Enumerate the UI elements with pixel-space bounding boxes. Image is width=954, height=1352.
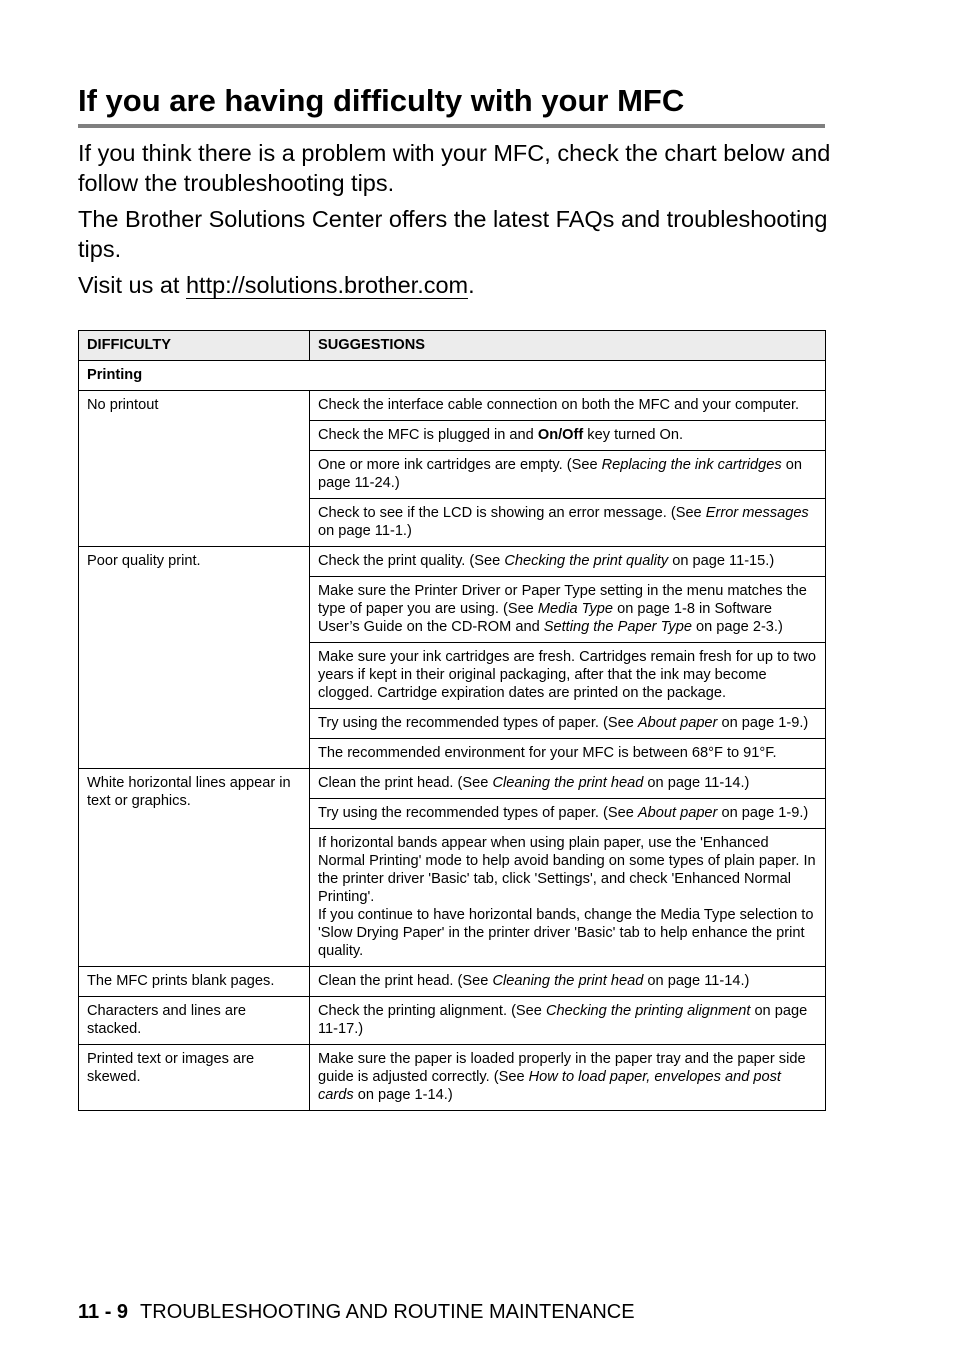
- troubleshooting-table: [78, 330, 826, 1111]
- suggestion-text: The recommended environment for your MFC is between 68°F to 91°F.: [318, 745, 777, 761]
- suggestion-text: on page 1-9.): [717, 805, 809, 821]
- intro-paragraph-3: [78, 270, 838, 300]
- suggestion-text: Clean the print head. (See: [318, 973, 493, 989]
- intro-text: [78, 138, 838, 306]
- reference-text: Replacing the ink cartridges: [601, 457, 782, 473]
- suggestion-cell: [310, 577, 826, 643]
- difficulty-cell: Printed text or images are skewed.: [79, 1045, 310, 1111]
- suggestion-cell: [310, 499, 826, 547]
- suggestion-cell: [310, 1045, 826, 1111]
- page-footer: [78, 1300, 635, 1324]
- table-row: [79, 547, 826, 577]
- suggestion-cell: [310, 421, 826, 451]
- suggestion-text: on page 1-8 in Software User’s Guide on the CD-ROM and: [318, 601, 773, 635]
- page-title: If you are having difficulty with your MFC: [78, 83, 685, 118]
- reference-text: Checking the print quality: [504, 553, 669, 569]
- suggestion-cell: [310, 829, 826, 967]
- reference-text: About paper: [637, 805, 718, 821]
- table-row: [79, 769, 826, 799]
- suggestion-text: Try using the recommended types of paper. (See: [318, 805, 638, 821]
- table-row: [79, 1045, 826, 1111]
- suggestion-cell: [310, 769, 826, 799]
- suggestion-text: Make sure the paper is loaded properly in the paper tray and the paper side guide is adjusted correctly. (See: [318, 1051, 806, 1085]
- table-header-row: [79, 331, 826, 361]
- table-row: [79, 391, 826, 421]
- suggestion-text: Check the printing alignment. (See: [318, 1003, 546, 1019]
- reference-text: About paper: [637, 715, 718, 731]
- difficulty-cell: No printout: [79, 391, 310, 547]
- suggestion-cell: [310, 709, 826, 739]
- suggestion-cell: [310, 739, 826, 769]
- suggestion-text: Try using the recommended types of paper. (See: [318, 715, 638, 731]
- suggestion-text: Check the interface cable connection on both the MFC and your computer.: [318, 397, 800, 413]
- visit-suffix: .: [468, 272, 475, 298]
- intro-paragraph-2: The Brother Solutions Center offers the latest FAQs and troubleshooting tips.: [78, 206, 828, 262]
- difficulty-cell: White horizontal lines appear in text or graphics.: [79, 769, 310, 967]
- solutions-center-link[interactable]: http://solutions.brother.com: [185, 272, 469, 298]
- page-number: 11 - 9: [78, 1301, 129, 1323]
- difficulty-cell: Poor quality print.: [79, 547, 310, 769]
- suggestion-text: on page 11-14.): [643, 775, 750, 791]
- suggestion-text: Check the MFC is plugged in and: [318, 427, 538, 443]
- suggestion-text: key turned On.: [583, 427, 684, 443]
- reference-text: Media Type: [537, 601, 614, 617]
- difficulty-cell: The MFC prints blank pages.: [79, 967, 310, 997]
- suggestion-text: Clean the print head. (See: [318, 775, 493, 791]
- visit-prefix: Visit us at: [78, 272, 186, 298]
- suggestion-text: on page 11-24.): [318, 457, 802, 491]
- suggestion-text: Make sure the Printer Driver or Paper Type setting in the menu matches the type of paper you are using. (See: [318, 583, 807, 617]
- table-body: [79, 361, 826, 1111]
- suggestion-text: If horizontal bands appear when using plain paper, use the 'Enhanced Normal Printing' mode to help avoid banding on some types of plain paper. In the printer driver 'Basic' tab, click 'Settings', and check 'Enhanced Normal Printing'.: [318, 835, 816, 905]
- reference-text: Error messages: [705, 505, 809, 521]
- suggestion-cell: [310, 547, 826, 577]
- chapter-name: TROUBLESHOOTING AND ROUTINE MAINTENANCE: [140, 1301, 635, 1323]
- suggestion-text: on page 11-1.): [318, 523, 412, 539]
- suggestion-cell: [310, 451, 826, 499]
- reference-text: Cleaning the print head: [492, 973, 644, 989]
- section-heading-printing: Printing: [79, 361, 826, 391]
- table-row: [79, 997, 826, 1045]
- reference-text: Cleaning the print head: [492, 775, 644, 791]
- reference-text: Checking the printing alignment: [545, 1003, 751, 1019]
- suggestion-cell: [310, 997, 826, 1045]
- difficulty-column-header: DIFFICULTY: [79, 331, 310, 361]
- section-row: [79, 361, 826, 391]
- key-name: On/Off: [537, 427, 584, 443]
- suggestion-text: Check to see if the LCD is showing an error message. (See: [318, 505, 706, 521]
- suggestion-cell: [310, 391, 826, 421]
- suggestion-text: on page 1-14.): [353, 1087, 453, 1103]
- suggestion-text: on page 11-15.): [668, 553, 775, 569]
- reference-text: Setting the Paper Type: [543, 619, 692, 635]
- suggestions-column-header: SUGGESTIONS: [310, 331, 826, 361]
- suggestion-text: on page 2-3.): [691, 619, 783, 635]
- suggestion-cell: [310, 967, 826, 997]
- intro-paragraph-1: If you think there is a problem with your MFC, check the chart below and follow the troubleshooting tips.: [78, 140, 831, 196]
- suggestion-text: One or more ink cartridges are empty. (See: [318, 457, 602, 473]
- suggestion-text: Make sure your ink cartridges are fresh. Cartridges remain fresh for up to two years if kept in their original packaging, after that the ink may become clogged. Cartridge expiration dates are printed on the package.: [318, 649, 817, 701]
- suggestion-cell: [310, 643, 826, 709]
- suggestion-text: on page 1-9.): [717, 715, 809, 731]
- suggestion-cell: [310, 799, 826, 829]
- suggestion-text: If you continue to have horizontal bands, change the Media Type selection to 'Slow Drying Paper' in the printer driver 'Basic' tab to help enhance the print quality.: [318, 907, 814, 959]
- suggestion-text: on page 11-14.): [643, 973, 750, 989]
- table-row: [79, 967, 826, 997]
- title-rule: [78, 124, 825, 128]
- suggestion-text: on page 11-17.): [318, 1003, 808, 1037]
- difficulty-cell: Characters and lines are stacked.: [79, 997, 310, 1045]
- reference-text: How to load paper, envelopes and post cards: [318, 1069, 781, 1103]
- suggestion-text: Check the print quality. (See: [318, 553, 505, 569]
